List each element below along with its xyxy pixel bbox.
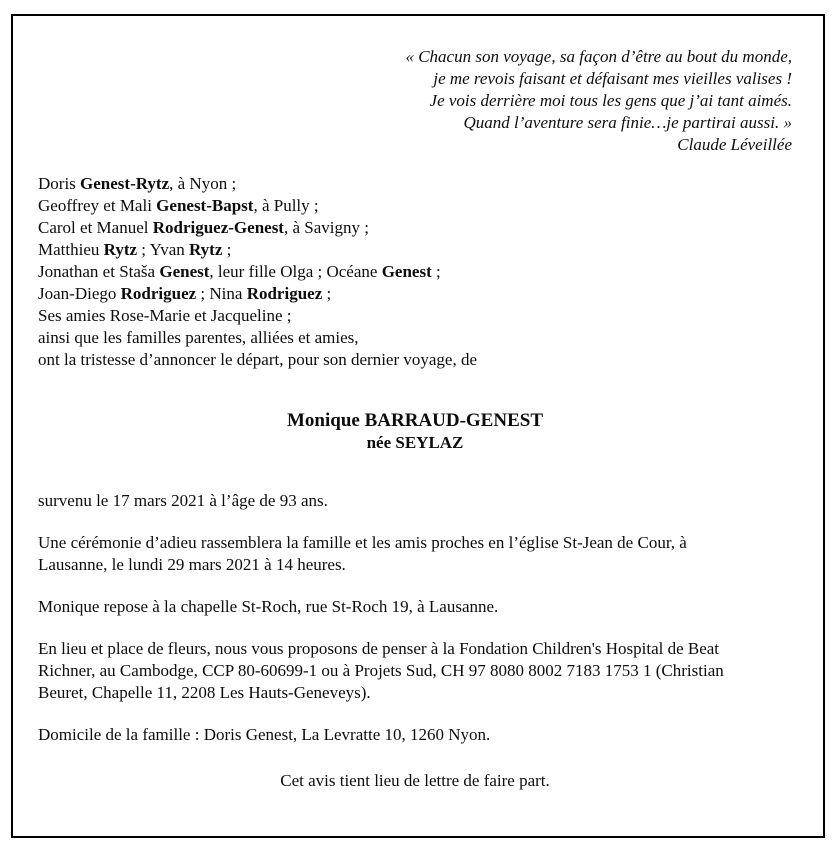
family-line: [38, 305, 792, 327]
text-segment: ;: [431, 262, 441, 281]
announcement-line: [38, 349, 792, 371]
text-line: Beuret, Chapelle 11, 2208 Les Hauts-Geneveys).: [38, 683, 371, 702]
text-line: Quand l’aventure sera finie…je partirai aussi. »: [463, 113, 792, 132]
text-segment: ainsi que les familles parentes, alliées et amies,: [38, 328, 359, 347]
family-line: [38, 173, 792, 195]
text-segment: ont la tristesse d’annoncer le départ, pour son dernier voyage, de: [38, 350, 478, 369]
text-segment: Carol et Manuel: [38, 218, 153, 237]
family-name-bold: Genest-Rytz: [80, 174, 170, 193]
family-name-bold: Genest-Bapst: [156, 196, 254, 215]
family-address-paragraph: [38, 724, 792, 746]
chapel-paragraph: [38, 596, 792, 618]
text-segment: Geoffrey et Mali: [38, 196, 157, 215]
text-segment: , à Pully ;: [253, 196, 319, 215]
notice-body: [38, 490, 792, 746]
text-line: Une cérémonie d’adieu rassemblera la famille et les amis proches en l’église St-Jean de Cour, à: [38, 533, 687, 552]
family-line: [38, 327, 792, 349]
deceased-name-block: [38, 409, 792, 454]
text-line: « Chacun son voyage, sa façon d’être au bout du monde,: [405, 47, 792, 66]
family-line: [38, 217, 792, 239]
text-segment: ; Nina: [196, 284, 247, 303]
family-name-bold: Genest: [159, 262, 210, 281]
text-segment: Joan-Diego: [38, 284, 121, 303]
opening-quote: [38, 46, 792, 134]
text-line: En lieu et place de fleurs, nous vous proposons de penser à la Fondation Children's Hospital de Beat: [38, 639, 720, 658]
family-name-bold: Rodriguez: [120, 284, 197, 303]
obituary-sheet-border: [11, 14, 825, 838]
family-name-bold: Rytz: [189, 240, 223, 259]
text-line: je me revois faisant et défaisant mes vieilles valises !: [433, 69, 792, 88]
text-segment: Ses amies Rose-Marie et Jacqueline ;: [38, 306, 292, 325]
family-name-bold: Rodriguez-Genest: [152, 218, 284, 237]
obituary-content: [38, 46, 792, 792]
closing-line: Cet avis tient lieu de lettre de faire part.: [280, 771, 550, 790]
family-line: [38, 239, 792, 261]
text-line: Richner, au Cambodge, CCP 80-60699-1 ou à Projets Sud, CH 97 8080 8002 7183 1753 1 (Christian: [38, 661, 724, 680]
maiden-name: née SEYLAZ: [366, 433, 464, 452]
family-name-bold: Rytz: [103, 240, 138, 259]
family-name-bold: Genest: [381, 262, 432, 281]
text-line: Lausanne, le lundi 29 mars 2021 à 14 heures.: [38, 555, 346, 574]
text-segment: , leur fille Olga ; Océane: [209, 262, 382, 281]
family-name-bold: Rodriguez: [246, 284, 323, 303]
quote-attribution: Claude Léveillée: [677, 135, 792, 154]
text-segment: ;: [322, 284, 332, 303]
family-list: [38, 173, 792, 371]
death-date-paragraph: [38, 490, 792, 512]
text-line: Domicile de la famille : Doris Genest, La Levratte 10, 1260 Nyon.: [38, 725, 491, 744]
family-line: [38, 261, 792, 283]
text-segment: Doris: [38, 174, 81, 193]
text-segment: , à Nyon ;: [169, 174, 237, 193]
text-line: Monique repose à la chapelle St-Roch, rue St-Roch 19, à Lausanne.: [38, 597, 499, 616]
donations-paragraph: [38, 638, 792, 704]
text-segment: Matthieu: [38, 240, 104, 259]
text-line: Je vois derrière moi tous les gens que j’ai tant aimés.: [429, 91, 792, 110]
text-segment: Jonathan et Staša: [38, 262, 160, 281]
text-segment: ; Yvan: [137, 240, 189, 259]
family-line: [38, 195, 792, 217]
ceremony-paragraph: [38, 532, 792, 576]
family-line: [38, 283, 792, 305]
deceased-name: Monique BARRAUD-GENEST: [286, 410, 543, 431]
text-line: survenu le 17 mars 2021 à l’âge de 93 ans.: [38, 491, 328, 510]
text-segment: , à Savigny ;: [283, 218, 369, 237]
text-segment: ;: [222, 240, 232, 259]
